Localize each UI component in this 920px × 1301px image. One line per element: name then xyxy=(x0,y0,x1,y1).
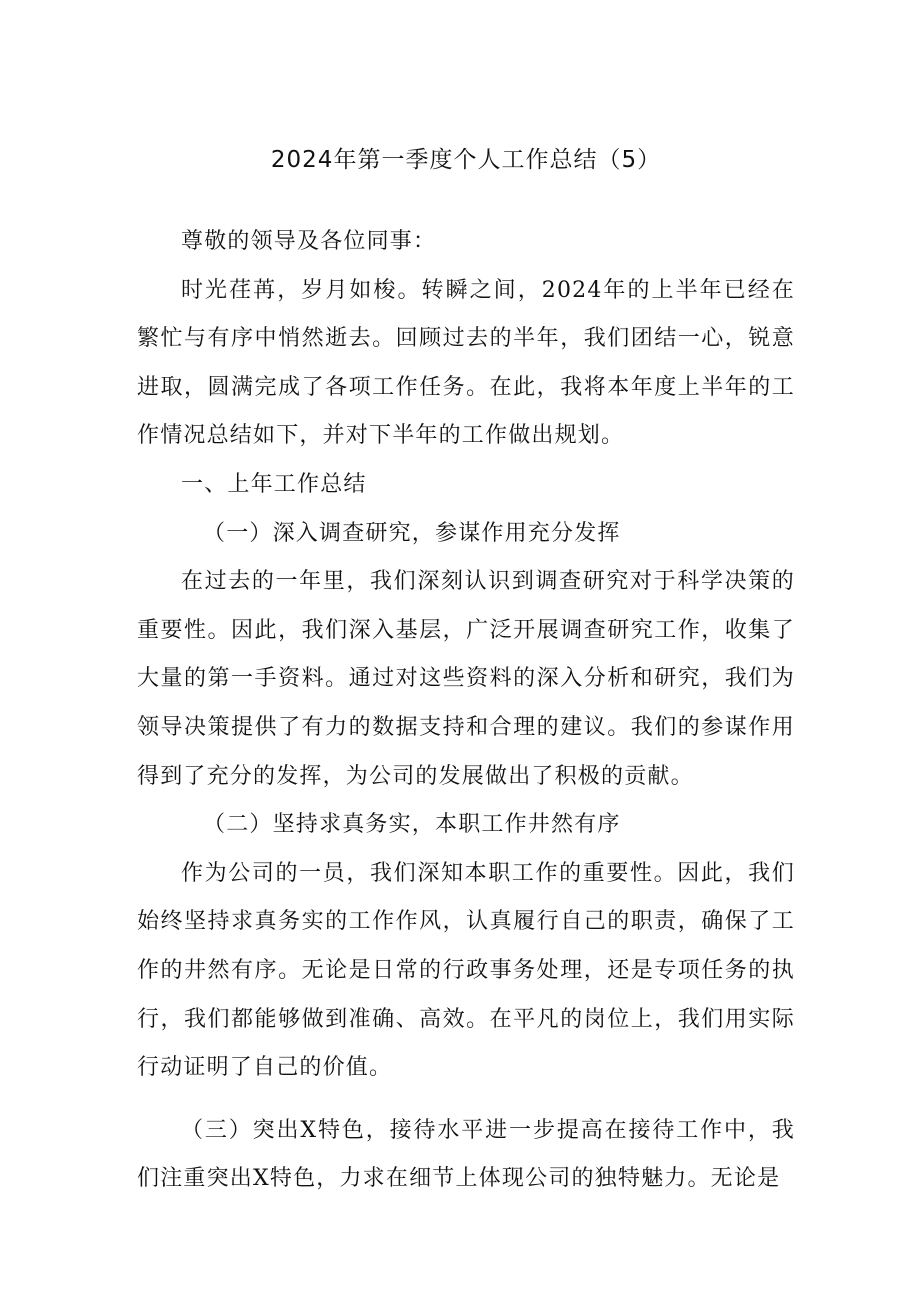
section-heading-1: 一、上年工作总结 xyxy=(181,471,367,497)
subsection-body-1: 在过去的一年里，我们深刻认识到调查研究对于科学决策的重要性。因此，我们深入基层，广泛开展调查研究工作，收集了大量的第一手资料。通过对这些资料的深入分析和研究，我们为领导决策提供了有力的数据支持和合理的建议。我们的参谋作用得到了充分的发挥，为公司的发展做出了积极的贡献。 xyxy=(137,569,795,789)
subsection-heading-1: （一）深入调查研究，参谋作用充分发挥 xyxy=(203,520,621,546)
document-title: 2024年第一季度个人工作总结（5） xyxy=(270,147,662,173)
subsection-heading-2: （二）坚持求真务实，本职工作井然有序 xyxy=(203,812,621,838)
subsection-body-2: 作为公司的一员，我们深知本职工作的重要性。因此，我们始终坚持求真务实的工作作风，认真履行自己的职责，确保了工作的井然有序。无论是日常的行政事务处理，还是专项任务的执行，我们都能够做到准确、高效。在平凡的岗位上，我们用实际行动证明了自己的价值。 xyxy=(137,860,795,1081)
intro-paragraph: 时光荏苒，岁月如梭。转瞬之间，2024年的上半年已经在繁忙与有序中悄然逝去。回顾过去的半年，我们团结一心，锐意进取，圆满完成了各项工作任务。在此，我将本年度上半年的工作情况总结如下，并对下半年的工作做出规划。 xyxy=(137,277,795,449)
subsection-body-3: （三）突出X特色，接待水平进一步提高在接待工作中，我们注重突出X特色，力求在细节上体现公司的独特魅力。无论是 xyxy=(137,1117,795,1192)
salutation: 尊敬的领导及各位同事： xyxy=(181,229,437,254)
